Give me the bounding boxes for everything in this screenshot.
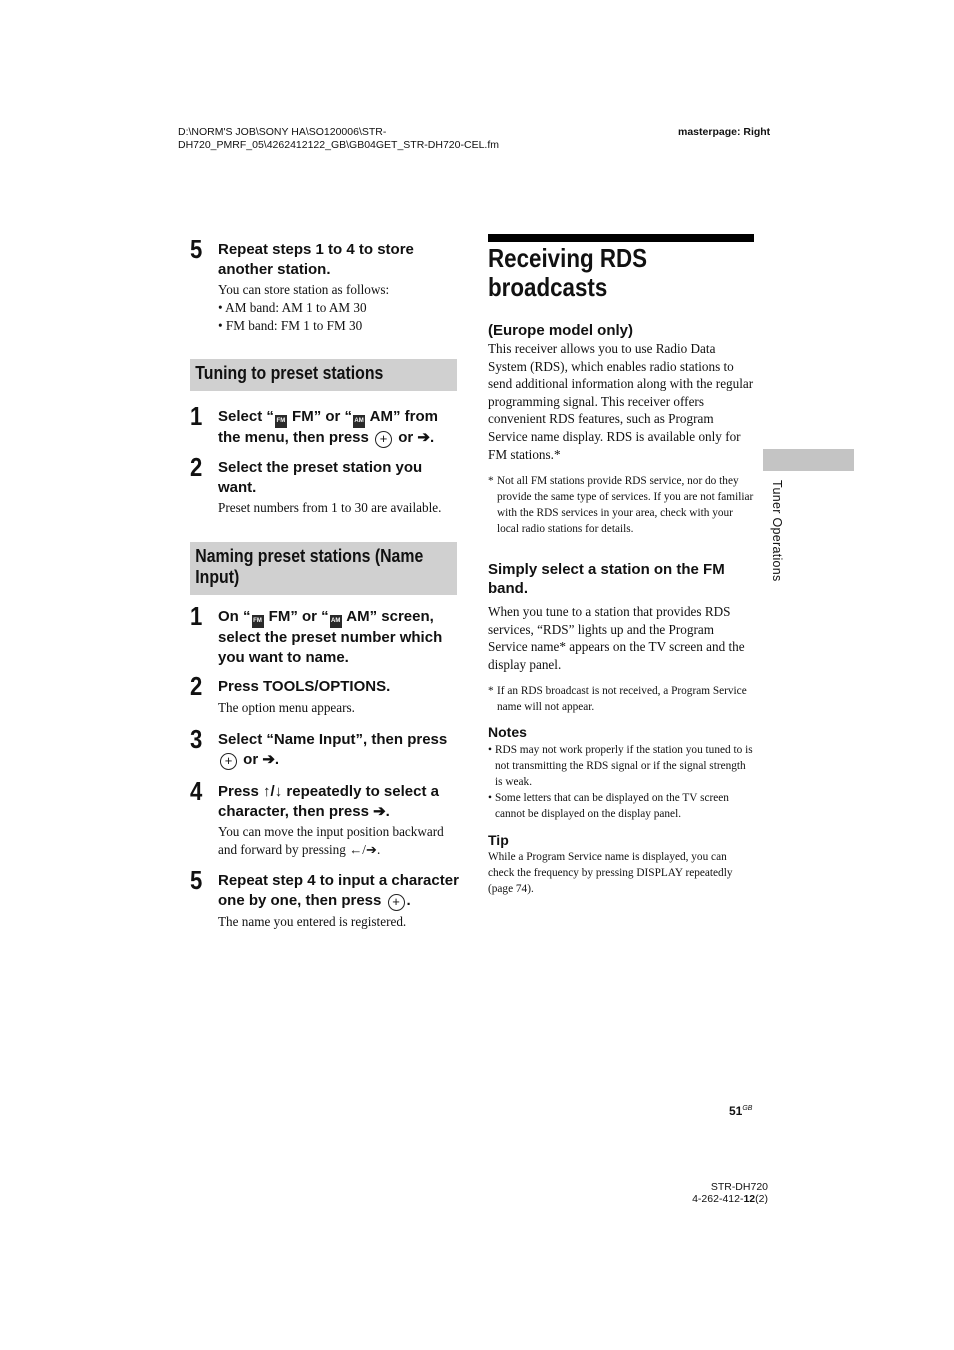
- text: AM” from the menu, then press: [218, 408, 438, 446]
- enter-button-icon: +: [220, 753, 237, 770]
- step-body: [218, 281, 460, 335]
- asterisk: *: [488, 475, 494, 487]
- text: or: [239, 750, 263, 768]
- model-name: STR-DH720: [710, 1181, 768, 1193]
- naming-step-3: [190, 724, 460, 770]
- chapter-tab: [763, 449, 854, 471]
- step-number: 2: [190, 452, 203, 482]
- file-path-header: [178, 126, 598, 151]
- text: Select “Name Input”, then press: [218, 731, 448, 748]
- tip-heading: Tip: [488, 832, 509, 848]
- page-title: [488, 244, 763, 302]
- step-title: [218, 607, 460, 667]
- step-number: 5: [190, 865, 203, 895]
- bullet: •: [488, 744, 492, 756]
- text: AM” screen, select the preset number which you want to name.: [218, 608, 443, 666]
- naming-step-1: [190, 601, 460, 667]
- right-arrow-icon: ➔: [373, 802, 386, 820]
- chapter-label: Tuner Operations: [770, 480, 784, 582]
- bullet-am-band: • AM band: AM 1 to AM 30: [218, 300, 367, 315]
- section-title: Tuning to preset stations: [195, 363, 384, 383]
- masterpage-label: masterpage: Right: [678, 126, 771, 138]
- text: .: [274, 750, 280, 768]
- text: .: [377, 842, 381, 857]
- section-heading-naming-preset: [190, 542, 457, 595]
- footnote-no-broadcast: [488, 683, 754, 715]
- text: .: [429, 429, 435, 446]
- fm-band-icon: FM: [252, 615, 264, 628]
- tuning-step-1: [190, 401, 460, 448]
- asterisk: *: [488, 685, 494, 697]
- page-title-line-2: broadcasts: [488, 272, 608, 302]
- step-number: 1: [190, 401, 203, 431]
- note-text: RDS may not work properly if the station you tuned to is not transmitting the RDS signal or if the signal strength is weak.: [495, 744, 753, 788]
- right-arrow-icon: ➔: [262, 750, 275, 768]
- step-number: 4: [190, 776, 203, 806]
- section-title-line-2: Input): [195, 567, 240, 587]
- step-title: Repeat steps 1 to 4 to store another station.: [218, 241, 414, 278]
- text: FM” or “: [264, 608, 329, 625]
- step-body: [218, 823, 460, 859]
- up-down-arrow-icon: ↑/↓: [263, 783, 283, 800]
- text: 12: [743, 1192, 756, 1205]
- footnote-text: If an RDS broadcast is not received, a Program Service name will not appear.: [497, 685, 747, 713]
- section-heading-tuning-preset: [190, 359, 457, 391]
- part-code: [670, 1194, 768, 1206]
- step-title: [218, 407, 460, 448]
- bullet: •: [488, 792, 492, 804]
- tip-text: While a Program Service name is displayed, you can check the frequency by pressing DISPLAY repeatedly (page 74).: [488, 851, 733, 895]
- text: .: [406, 891, 411, 909]
- notes-heading: Notes: [488, 724, 527, 740]
- footnote-rds-services: [488, 473, 754, 537]
- step-title: [218, 782, 460, 821]
- page-number-suffix: GB: [742, 1105, 753, 1112]
- text: or: [394, 429, 418, 446]
- step-title: Press TOOLS/OPTIONS.: [218, 678, 391, 695]
- bullet-fm-band: • FM band: FM 1 to FM 30: [218, 318, 363, 333]
- file-path-line-2: DH720_PMRF_05\4262412122_GB\GB04GET_STR-DH720-CEL.fm: [178, 138, 499, 151]
- step-body: Preset numbers from 1 to 30 are available.: [218, 500, 442, 515]
- step-number: 2: [190, 671, 203, 701]
- page-number: [729, 1104, 752, 1118]
- step-body: The option menu appears.: [218, 699, 355, 715]
- page-title-line-1: Receiving RDS: [488, 243, 648, 273]
- text: repeatedly to select a character, then press: [218, 783, 439, 820]
- text: You can move the input position backward and forward by pressing: [218, 824, 444, 857]
- note-text: Some letters that can be displayed on the TV screen cannot be displayed on the display panel.: [495, 792, 729, 820]
- naming-step-2: [190, 671, 460, 717]
- section-title-line-1: Naming preset stations (Name: [195, 546, 424, 566]
- enter-button-icon: +: [375, 431, 392, 448]
- file-path-line-1: D:\NORM'S JOB\SONY HA\SO120006\STR-: [178, 126, 387, 138]
- text: On “: [218, 608, 251, 625]
- fm-band-icon: FM: [275, 415, 287, 428]
- left-right-arrow-icon: ←/➔: [349, 842, 378, 857]
- title-rule: [488, 234, 754, 242]
- naming-step-4: [190, 776, 460, 859]
- note-item: [488, 742, 754, 790]
- right-arrow-icon: ➔: [417, 429, 430, 446]
- tuning-step-2: [190, 452, 460, 517]
- heading-select-station: Simply select a station on the FM band.: [488, 561, 725, 597]
- text: Select “: [218, 408, 274, 425]
- step-number: 5: [190, 234, 203, 264]
- step-title: [218, 871, 460, 911]
- am-band-icon: AM: [330, 615, 342, 628]
- text: Press: [218, 783, 264, 800]
- step-title: Select the preset station you want.: [218, 459, 423, 496]
- footer-model-code: [670, 1182, 768, 1205]
- paragraph-rds-lights: When you tune to a station that provides RDS services, “RDS” lights up and the Program Service name* appears on the TV screen and the display panel.: [488, 604, 745, 672]
- am-band-icon: AM: [353, 415, 365, 428]
- step-body-text: You can store station as follows:: [218, 282, 390, 297]
- naming-step-5: [190, 865, 460, 931]
- step-title: [218, 730, 460, 770]
- text: Repeat step 4 to input a character one by one, then press: [218, 872, 459, 909]
- footnote-text: Not all FM stations provide RDS service, nor do they provide the same type of services. If you are not familiar with the RDS services in your area, check with your local radio stations for details.: [497, 475, 754, 535]
- step-5-store-station: [190, 234, 460, 335]
- text: FM” or “: [287, 408, 353, 425]
- text: (2): [755, 1192, 768, 1205]
- step-body: The name you entered is registered.: [218, 913, 407, 929]
- notes-list: [488, 742, 754, 822]
- text: 4-262-412-: [692, 1192, 744, 1205]
- page-number-value: 51: [729, 1104, 743, 1118]
- note-item: [488, 790, 754, 822]
- step-number: 1: [190, 601, 203, 631]
- text: .: [385, 802, 390, 820]
- step-number: 3: [190, 724, 203, 754]
- intro-paragraph: This receiver allows you to use Radio Data System (RDS), which enables radio stations to send additional information along with the regular programming signal. This receiver offers convenient RDS features, such as Program Service name display. RDS is available only for FM stations.*: [488, 341, 754, 462]
- enter-button-icon: +: [388, 894, 405, 911]
- subtitle-europe: (Europe model only): [488, 322, 634, 339]
